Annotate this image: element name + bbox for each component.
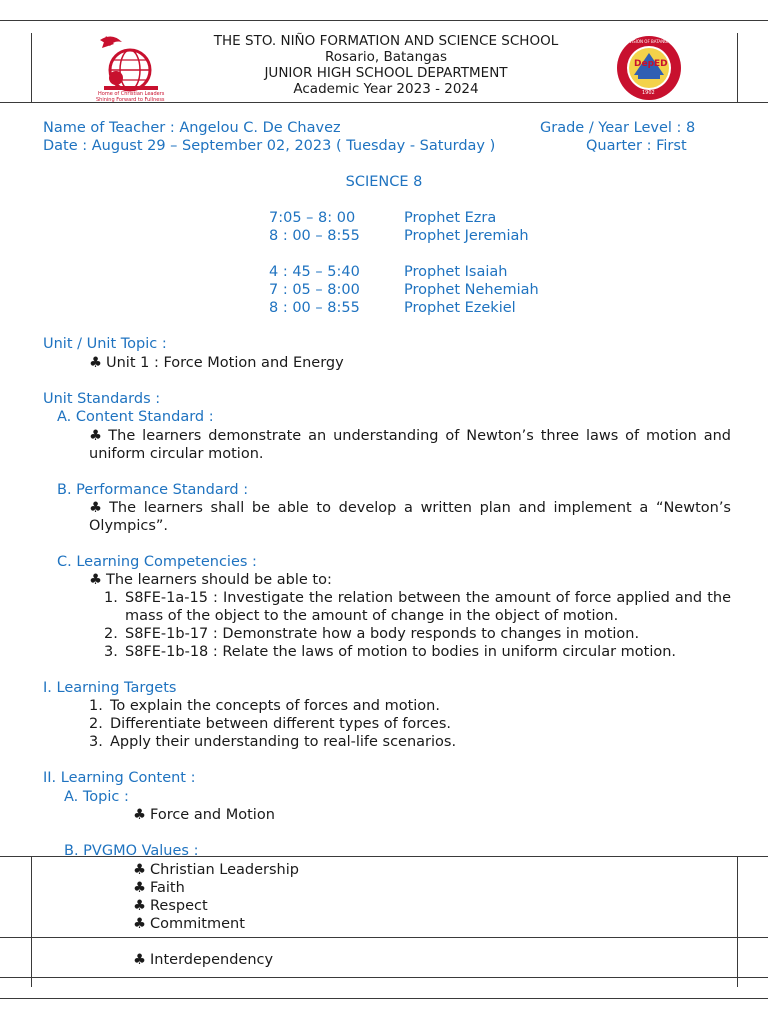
topic-item	[133, 806, 275, 824]
target-text: To explain the concepts of forces and motion.	[110, 698, 440, 714]
schedule-section: Prophet Isaiah	[404, 264, 508, 280]
seal-text: DepED	[634, 59, 668, 69]
content-standard-body: The learners demonstrate an understanding of Newton’s three laws of motion and uniform circular motion.	[89, 428, 731, 462]
competencies-label: C. Learning Competencies :	[57, 554, 257, 570]
date-range: Date : August 29 – September 02, 2023 ( Tuesday - Saturday )	[43, 138, 496, 154]
topic-text: Force and Motion	[150, 807, 275, 823]
club-bullet-icon: ♣	[133, 898, 146, 914]
school-name: THE STO. NIÑO FORMATION AND SCIENCE SCHOOL	[213, 33, 559, 49]
competency-text: S8FE-1b-17 : Demonstrate how a body responds to changes in motion.	[125, 626, 640, 642]
header-right-border	[737, 33, 738, 103]
schedule-section: Prophet Nehemiah	[404, 282, 539, 298]
unit-topic-text: Unit 1 : Force Motion and Energy	[106, 355, 344, 371]
competency-number: 1.	[104, 590, 118, 606]
value-text: Commitment	[150, 916, 245, 932]
value-item	[133, 915, 245, 933]
competencies-intro-text: The learners should be able to:	[106, 572, 332, 588]
schedule-time: 8 : 00 – 8:55	[269, 300, 360, 316]
values-right-border	[737, 856, 738, 987]
schedule-time: 4 : 45 – 5:40	[269, 264, 360, 280]
competency-text: S8FE-1b-18 : Relate the laws of motion to bodies in uniform circular motion.	[125, 644, 677, 660]
seal-ring-text: DIVISION OF BATANGAS	[625, 39, 673, 44]
schedule-time: 8 : 00 – 8:55	[269, 228, 360, 244]
school-header	[150, 33, 622, 97]
target-number: 1.	[89, 698, 103, 714]
unit-topic-heading: Unit / Unit Topic :	[43, 336, 167, 352]
content-standard-label: A. Content Standard :	[57, 409, 214, 425]
competency-text: S8FE-1a-15 : Investigate the relation between the amount of force applied and the mass of the object to the amount of change in the object of motion.	[125, 590, 731, 624]
value-item	[133, 861, 299, 879]
value-item	[133, 879, 185, 897]
learning-content-heading: II. Learning Content :	[43, 770, 196, 786]
learning-targets-heading: I. Learning Targets	[43, 680, 177, 696]
club-bullet-icon: ♣	[89, 500, 106, 516]
header-left-border	[31, 33, 32, 103]
grade-level: Grade / Year Level : 8	[540, 120, 696, 136]
logo-motto: Shining Forward to Fullness	[96, 97, 165, 103]
performance-standard-text	[89, 499, 731, 535]
value-item	[133, 897, 208, 915]
subject-title: SCIENCE 8	[345, 174, 423, 190]
club-bullet-icon: ♣	[133, 916, 146, 932]
values-mid-rule	[0, 937, 768, 938]
values-label: B. PVGMO Values :	[64, 843, 199, 856]
club-bullet-icon: ♣	[133, 952, 146, 968]
topic-label: A. Topic :	[64, 789, 129, 805]
seal-year: 1902	[642, 90, 655, 96]
logo-caption: Home of Christian Leaders	[98, 91, 165, 97]
club-bullet-icon: ♣	[133, 862, 146, 878]
school-location: Rosario, Batangas	[324, 49, 447, 65]
values-left-border	[31, 856, 32, 987]
schedule-time: 7:05 – 8: 00	[269, 210, 356, 226]
target-number: 3.	[89, 734, 103, 750]
top-rule	[0, 20, 768, 21]
competency-number: 3.	[104, 644, 118, 660]
values-bottom-rule	[0, 977, 768, 978]
value-text: Christian Leadership	[150, 862, 299, 878]
value-item	[133, 951, 273, 969]
unit-standards-heading: Unit Standards :	[43, 391, 161, 407]
performance-standard-label: B. Performance Standard :	[57, 482, 249, 498]
target-text: Differentiate between different types of forces.	[110, 716, 451, 732]
page-bottom-rule	[0, 998, 768, 999]
content-standard-text	[89, 427, 731, 463]
schedule-section: Prophet Ezekiel	[404, 300, 516, 316]
club-bullet-icon: ♣	[89, 428, 105, 444]
quarter: Quarter : First	[586, 138, 687, 154]
schedule-section: Prophet Ezra	[404, 210, 497, 226]
schedule-section: Prophet Jeremiah	[404, 228, 529, 244]
club-bullet-icon: ♣	[133, 880, 146, 896]
unit-topic-item	[89, 354, 344, 372]
value-text: Respect	[150, 898, 208, 914]
performance-standard-body: The learners shall be able to develop a written plan and implement a “Newton’s Olympics”.	[89, 500, 731, 534]
competencies-intro	[89, 571, 332, 589]
target-number: 2.	[89, 716, 103, 732]
academic-year: Academic Year 2023 - 2024	[293, 81, 479, 97]
value-text: Interdependency	[150, 952, 274, 968]
target-text: Apply their understanding to real-life scenarios.	[110, 734, 457, 750]
schedule-time: 7 : 05 – 8:00	[269, 282, 360, 298]
club-bullet-icon: ♣	[89, 355, 102, 371]
deped-seal	[616, 35, 682, 101]
department: JUNIOR HIGH SCHOOL DEPARTMENT	[264, 65, 508, 81]
club-bullet-icon: ♣	[89, 572, 102, 588]
values-top-rule	[0, 856, 768, 857]
value-text: Faith	[150, 880, 185, 896]
competency-number: 2.	[104, 626, 118, 642]
club-bullet-icon: ♣	[133, 807, 146, 823]
teacher-name: Name of Teacher : Angelou C. De Chavez	[43, 120, 341, 136]
